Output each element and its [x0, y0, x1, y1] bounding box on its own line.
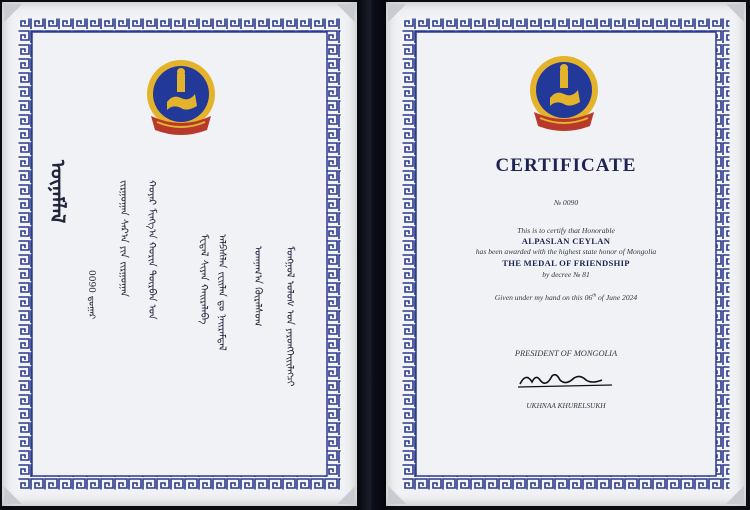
given-sup: th: [592, 293, 597, 299]
script-line: ᠠᠯᠫᠠᠰᠯᠠᠨ ᠵᠧᠢᠯᠠᠨ ᠳᠤ ᠨᠠᠢᠷᠠᠮᠳᠠᠯ: [216, 234, 227, 351]
right-page: [386, 2, 746, 506]
certify-line: This is to certify that Honorable: [517, 226, 615, 235]
script-line: ᠵᠢᠷᠭᠤᠭᠠᠨ ᠰᠠᠷ᠎ᠠ ᠶᠢᠨ ᠵᠢᠷᠭᠤᠭᠠᠨ: [118, 180, 129, 297]
recipient-name: ALPASLAN CEYLAN: [521, 236, 611, 246]
corner-mount-icon: [388, 486, 406, 504]
certificate-number: № 0090: [553, 198, 579, 207]
given-line: [386, 293, 746, 302]
state-emblem-icon: [525, 54, 603, 136]
given-suffix: of June 2024: [596, 293, 638, 302]
book-spine: [357, 0, 386, 510]
state-emblem-icon: [143, 58, 219, 140]
award-name: THE MEDAL OF FRIENDSHIP: [502, 258, 630, 268]
script-line: ᠬᠣᠶᠠᠷ ᠮᠢᠩᠭ᠎ᠠ ᠬᠣᠷᠢᠨ ᠳᠥᠷᠪᠡᠨ ᠣᠨ: [146, 180, 157, 320]
left-page: [2, 2, 357, 506]
corner-mount-icon: [726, 4, 744, 22]
corner-mount-icon: [337, 4, 355, 22]
script-line: ᠤᠬᠨᠠᠭ᠎ᠠ ᠬᠦᠷᠡᠯᠰᠦᠬ: [252, 246, 263, 327]
corner-mount-icon: [388, 4, 406, 22]
awarded-line: has been awarded with the highest state honor of Mongolia: [475, 247, 657, 256]
left-certificate-number: 0090 ᠳ᠋ᠤᠭᠠᠷ: [86, 270, 96, 320]
corner-mount-icon: [4, 4, 22, 22]
corner-mount-icon: [726, 486, 744, 504]
signatory-name: UKHNAA KHURELSUKH: [526, 401, 606, 410]
decree-line: by decree № 81: [542, 270, 590, 279]
certificate-title: CERTIFICATE: [495, 155, 637, 176]
given-prefix: Given under my hand on this 06: [494, 293, 593, 302]
signatory-title: PRESIDENT OF MONGOLIA: [514, 349, 618, 358]
script-line: ᠮᠧᠳᠠᠯ ᠰᠢᠶᠠᠨ ᠬᠠᠢᠷᠠᠯᠠᠪᠠ: [198, 234, 209, 325]
corner-mount-icon: [337, 486, 355, 504]
corner-mount-icon: [4, 486, 22, 504]
left-large-script: ᠦᠨᠡᠮᠯᠡᠯ: [46, 160, 70, 224]
signature-icon: [516, 368, 616, 390]
script-line: ᠮᠣᠩᠭᠣᠯ ᠤᠯᠤᠰ ᠤᠨ ᠶᠡᠷᠦᠩᠬᠡᠢᠢᠯᠡᠭᠴᠢ: [284, 246, 295, 387]
